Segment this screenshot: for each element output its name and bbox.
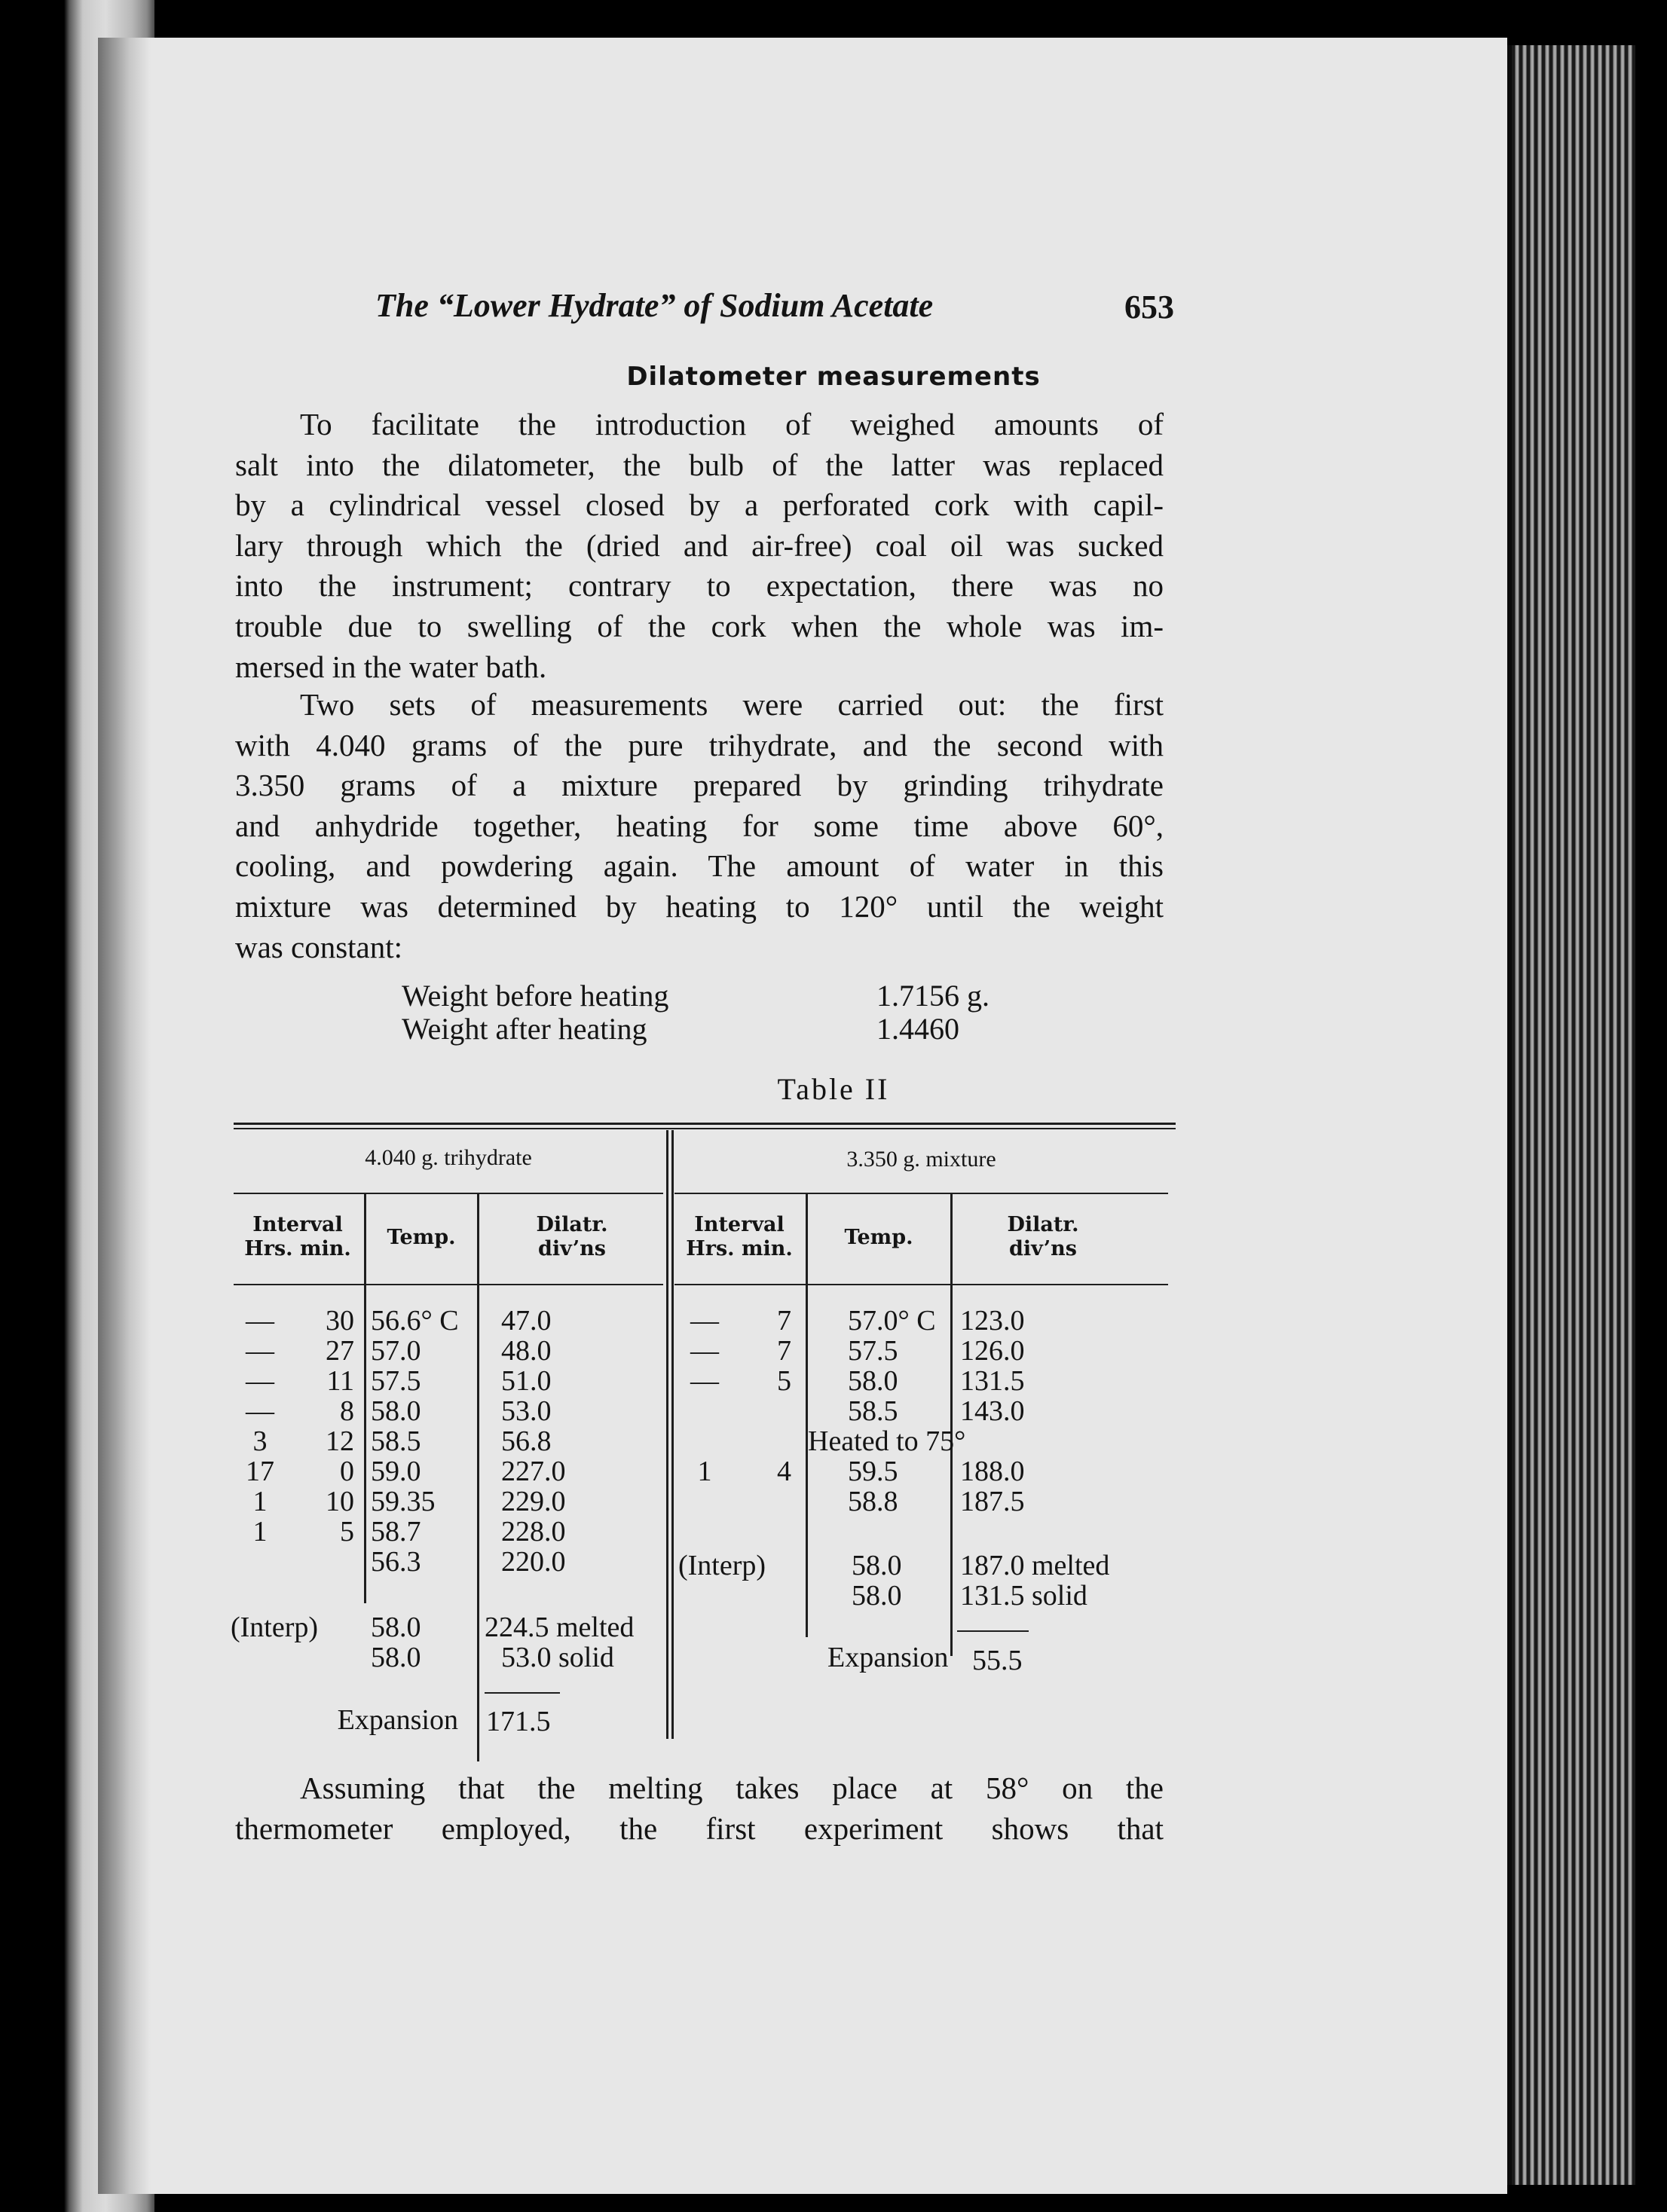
cell-temp: 59.0 [371, 1456, 421, 1487]
cell-temp: 59.5 [848, 1456, 898, 1487]
cell-min: 27 [326, 1335, 354, 1367]
cell-temp: 58.0 [852, 1580, 902, 1612]
cell-temp: 57.5 [848, 1335, 898, 1367]
running-title: The “Lower Hydrate” of Sodium Acetate [375, 287, 934, 324]
group-rule-left [234, 1193, 663, 1194]
group-rule-right [674, 1193, 1168, 1194]
left-col-rule-2 [477, 1193, 479, 1761]
header-rule-right [674, 1284, 1168, 1285]
cell-min: 5 [340, 1516, 354, 1547]
running-head [375, 286, 1174, 339]
col-header-line: Interval [694, 1213, 785, 1236]
paragraph-2 [235, 685, 1164, 967]
cell-hrs: 1 [697, 1456, 712, 1487]
right-sum-rule [957, 1630, 1029, 1632]
cell-temp: 57.0 [371, 1335, 421, 1367]
paragraph-3 [235, 1768, 1164, 1849]
weights-list [402, 979, 1005, 1046]
section-heading: Dilatometer measurements [626, 362, 1041, 392]
cell-hrs: 17 [246, 1456, 274, 1487]
col-header-line: div’ns [1008, 1237, 1078, 1260]
paragraph-line: To facilitate the introduction of weighed amounts of [300, 407, 1164, 441]
cell-min: 5 [777, 1365, 791, 1397]
paragraph-line: mersed in the water bath. [235, 649, 547, 684]
paragraph-line: trouble due to swelling of the cork when the whole was im- [235, 608, 1164, 643]
paragraph-1 [235, 405, 1164, 687]
cell-min: 10 [326, 1486, 354, 1517]
paragraph-line: 3.350 grams of a mixture prepared by grinding trihydrate [235, 768, 1164, 803]
cell-expansion-value: 171.5 [486, 1706, 551, 1737]
cell-temp: 56.6° C [371, 1305, 459, 1337]
cell-dilatr: 188.0 [960, 1456, 1025, 1487]
cell-dilatr: 228.0 [501, 1516, 566, 1547]
cell-expansion-value: 55.5 [972, 1645, 1023, 1676]
paragraph-line: Assuming that the melting takes place at 58° on the [300, 1771, 1164, 1805]
cell-temp: 57.5 [371, 1365, 421, 1397]
left-group-header: 4.040 g. trihydrate [365, 1145, 532, 1170]
cell-dilatr: 220.0 [501, 1546, 566, 1578]
weight-row [402, 1013, 1005, 1046]
cell-hrs: — [246, 1305, 274, 1337]
col-header-temp: Temp. [844, 1226, 913, 1249]
col-header-line: Dilatr. [536, 1213, 608, 1236]
cell-dilatr: 56.8 [501, 1425, 552, 1457]
cell-hrs: — [246, 1365, 274, 1397]
cell-temp: 58.8 [848, 1486, 898, 1517]
paragraph-line: by a cylindrical vessel closed by a perforated cork with capil- [235, 487, 1164, 523]
paragraph-line: salt into the dilatometer, the bulb of the latter was replaced [235, 447, 1164, 482]
table-top-rule-2 [234, 1128, 1176, 1129]
paragraph-line: was constant: [235, 929, 403, 964]
cell-dilatr: 131.5 solid [960, 1580, 1087, 1612]
col-header-line: Hrs. min. [244, 1237, 351, 1260]
header-rule-left [234, 1284, 663, 1285]
left-col-rule-1 [364, 1193, 366, 1603]
cell-dilatr: 123.0 [960, 1305, 1025, 1337]
cell-expansion-label: Expansion [827, 1642, 949, 1673]
cell-min: 12 [326, 1425, 354, 1457]
cell-temp: 58.5 [848, 1395, 898, 1427]
data-table [231, 1123, 1176, 1740]
page-number: 653 [1124, 289, 1174, 325]
paragraph-line: mixture was determined by heating to 120° until the weight [235, 888, 1164, 924]
cell-temp: 58.0 [848, 1365, 898, 1397]
cell-min: 8 [340, 1395, 354, 1427]
cell-hrs: — [246, 1335, 274, 1367]
col-header-line: div’ns [537, 1237, 607, 1260]
cell-min: 7 [777, 1335, 791, 1367]
table-caption: Table II [777, 1072, 890, 1106]
cell-min: 4 [777, 1456, 791, 1487]
center-double-rule [666, 1130, 668, 1739]
col-header-interval [234, 1213, 362, 1261]
cell-interp-label: (Interp) [231, 1612, 319, 1643]
cell-hrs: 1 [252, 1516, 268, 1547]
cell-temp: 58.0 [852, 1550, 902, 1581]
cell-dilatr: 53.0 solid [501, 1642, 614, 1673]
cell-dilatr: 131.5 [960, 1365, 1025, 1397]
cell-temp: 59.35 [371, 1486, 436, 1517]
paragraph-line: cooling, and powdering again. The amount of water in this [235, 848, 1164, 884]
cell-dilatr: 48.0 [501, 1335, 552, 1367]
cell-dilatr: 229.0 [501, 1486, 566, 1517]
cell-dilatr: 224.5 melted [485, 1612, 635, 1643]
cell-temp: 58.0 [371, 1642, 421, 1673]
cell-hrs: — [246, 1395, 274, 1427]
cell-temp: 58.7 [371, 1516, 421, 1547]
paragraph-line: lary through which the (dried and air-free) coal oil was sucked [235, 527, 1164, 563]
col-header-dilatr [479, 1213, 665, 1261]
cell-min: 0 [340, 1456, 354, 1487]
table-top-rule [234, 1123, 1176, 1125]
col-header-dilatr [953, 1213, 1133, 1261]
cell-min: 7 [777, 1305, 791, 1337]
cell-min: 11 [326, 1365, 354, 1397]
paragraph-line: and anhydride together, heating for some time above 60°, [235, 808, 1164, 843]
cell-temp: 57.0° C [848, 1305, 936, 1337]
col-header-temp: Temp. [387, 1226, 456, 1249]
cell-dilatr: 47.0 [501, 1305, 552, 1337]
weight-value: 1.7156 g. [876, 979, 989, 1013]
cell-dilatr: 143.0 [960, 1395, 1025, 1427]
paragraph-line: thermometer employed, the first experiment shows that [235, 1810, 1164, 1846]
paragraph-line: Two sets of measurements were carried out: the first [300, 687, 1164, 722]
cell-dilatr: 51.0 [501, 1365, 552, 1397]
weight-row [402, 979, 1005, 1013]
cell-hrs: 1 [252, 1486, 268, 1517]
cell-dilatr: 126.0 [960, 1335, 1025, 1367]
cell-temp: 56.3 [371, 1546, 421, 1578]
cell-dilatr: 187.5 [960, 1486, 1025, 1517]
cell-hrs: — [690, 1335, 719, 1367]
cell-dilatr: 187.0 melted [960, 1550, 1110, 1581]
cell-hrs: 3 [252, 1425, 268, 1457]
cell-expansion-label: Expansion [337, 1704, 458, 1736]
paragraph-line: into the instrument; contrary to expectation, there was no [235, 568, 1164, 603]
col-header-line: Dilatr. [1007, 1213, 1079, 1236]
cell-interp-label: (Interp) [678, 1550, 766, 1581]
right-col-rule-2 [950, 1193, 953, 1656]
cell-min: 30 [326, 1305, 354, 1337]
cell-dilatr: 227.0 [501, 1456, 566, 1487]
right-col-rule-1 [806, 1193, 808, 1637]
cell-temp: 58.5 [371, 1425, 421, 1457]
weight-label: Weight after heating [402, 1012, 647, 1046]
right-group-header: 3.350 g. mixture [846, 1147, 996, 1172]
cell-hrs: — [690, 1305, 719, 1337]
cell-temp: Heated to 75° [808, 1425, 966, 1457]
weight-value: 1.4460 [876, 1012, 959, 1046]
weight-label: Weight before heating [402, 979, 669, 1013]
cell-hrs: — [690, 1365, 719, 1397]
col-header-line: Hrs. min. [686, 1237, 793, 1260]
left-sum-rule [485, 1692, 560, 1694]
col-header-interval [674, 1213, 804, 1261]
col-header-line: Interval [252, 1213, 343, 1236]
cell-temp: 58.0 [371, 1395, 421, 1427]
paragraph-line: with 4.040 grams of the pure trihydrate, and the second with [235, 727, 1164, 762]
center-double-rule-2 [671, 1130, 674, 1739]
cell-dilatr: 53.0 [501, 1395, 552, 1427]
cell-temp: 58.0 [371, 1612, 421, 1643]
